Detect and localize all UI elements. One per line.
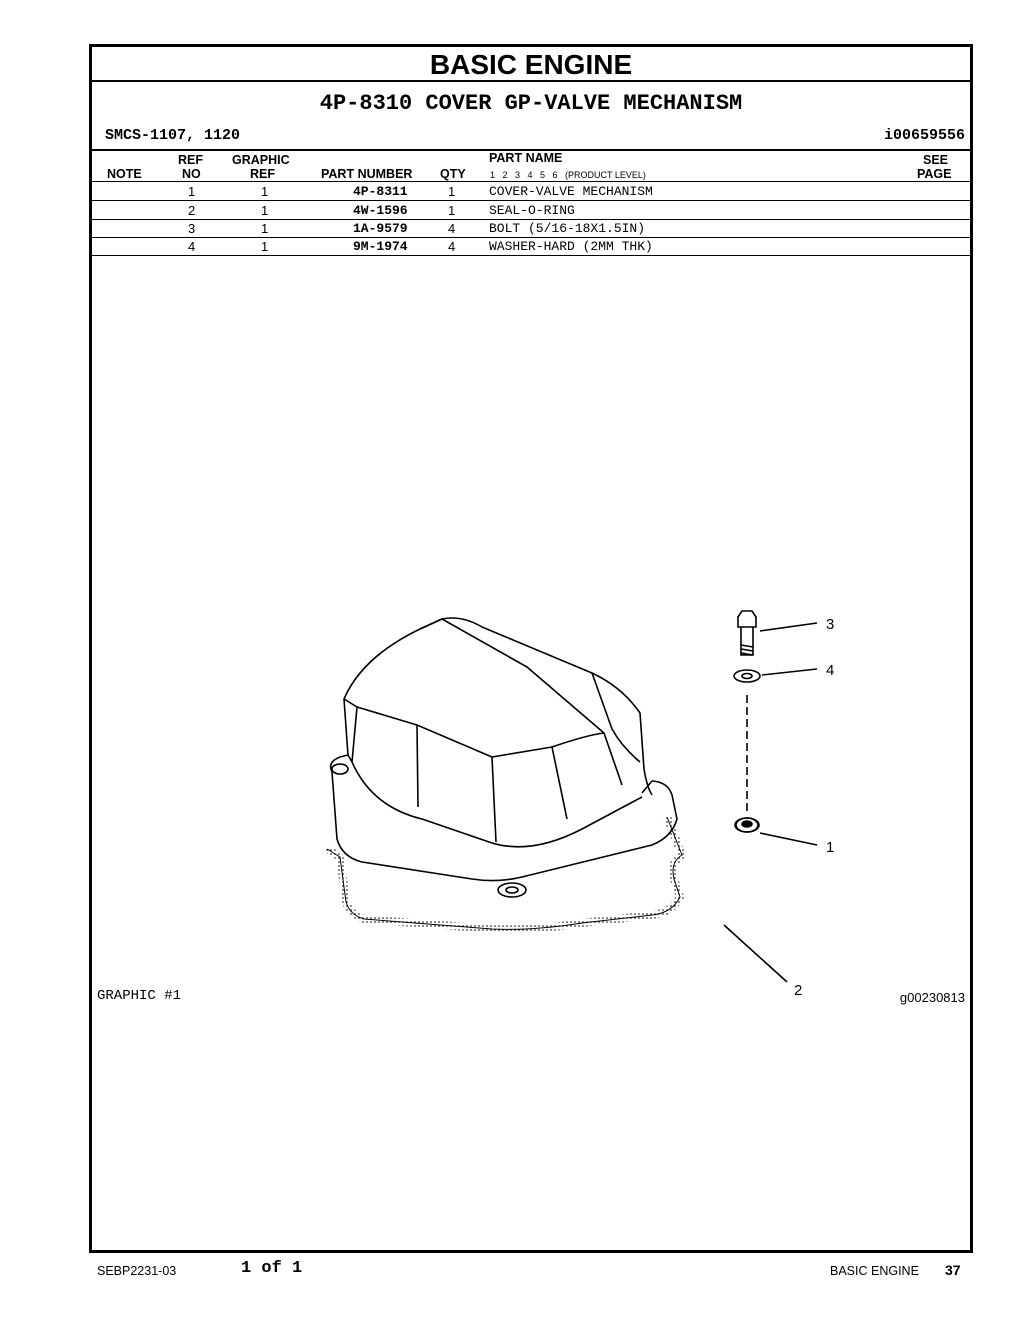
- col-product-levels: 1 2 3 4 5 6 (PRODUCT LEVEL): [490, 170, 646, 180]
- smcs-code: SMCS-1107, 1120: [105, 127, 241, 144]
- qty: 4: [448, 221, 456, 236]
- part-number: 4W-1596: [353, 203, 408, 218]
- table-row: [92, 237, 970, 256]
- part-name: BOLT (5/16-18X1.5IN): [489, 221, 646, 236]
- washer-hard: [734, 670, 760, 682]
- graphic-caption: GRAPHIC #1: [97, 988, 182, 1004]
- callout-2: 2: [794, 982, 803, 999]
- ref-no: 3: [188, 221, 196, 236]
- graphic-ref: 1: [261, 239, 269, 254]
- part-number: 1A-9579: [353, 221, 408, 236]
- bolt: [738, 611, 756, 655]
- page-title: BASIC ENGINE: [429, 49, 633, 80]
- title-divider: [92, 80, 970, 82]
- graphic-ref: 1: [261, 203, 269, 218]
- col-graphic-top: GRAPHIC: [232, 153, 290, 167]
- ref-no: 4: [188, 239, 196, 254]
- col-see-bottom: PAGE: [917, 167, 952, 181]
- col-see-top: SEE: [923, 153, 949, 167]
- col-part-name: PART NAME: [489, 151, 563, 165]
- qty: 1: [448, 203, 456, 218]
- callout-4: 4: [826, 662, 835, 679]
- table-row: [92, 182, 970, 201]
- col-ref-top: REF: [178, 153, 203, 167]
- col-qty: QTY: [440, 167, 466, 181]
- callout-1: 1: [826, 839, 835, 856]
- cover-flange: [332, 772, 677, 881]
- seal-o-ring: [327, 817, 682, 929]
- footer-section: BASIC ENGINE: [830, 1264, 919, 1278]
- doc-number: SEBP2231-03: [97, 1264, 177, 1278]
- ref-no: 2: [188, 203, 196, 218]
- part-name: SEAL-O-RING: [489, 203, 575, 218]
- part-name: WASHER-HARD (2MM THK): [489, 239, 653, 254]
- mounting-boss: [498, 883, 526, 897]
- illustration-id: i00659556: [883, 127, 965, 144]
- table-row: [92, 201, 970, 220]
- part-name: COVER-VALVE MECHANISM: [489, 184, 653, 199]
- table-row: [92, 219, 970, 238]
- page-number: 37: [945, 1262, 961, 1278]
- page-frame: [89, 44, 973, 1253]
- col-part-number: PART NUMBER: [321, 167, 413, 181]
- exploded-view-illustration: [322, 557, 882, 999]
- col-ref-bottom: NO: [182, 167, 201, 181]
- qty: 4: [448, 239, 456, 254]
- graphic-ref: 1: [261, 221, 269, 236]
- callout-3: 3: [826, 616, 835, 633]
- graphic-id: g00230813: [899, 990, 965, 1005]
- ref-no: 1: [188, 184, 196, 199]
- graphic-ref: 1: [261, 184, 269, 199]
- group-title: 4P-8310 COVER GP-VALVE MECHANISM: [319, 91, 743, 116]
- part-number: 4P-8311: [353, 184, 408, 199]
- qty: 1: [448, 184, 456, 199]
- col-graphic-bottom: REF: [250, 167, 275, 181]
- page-of: 1 of 1: [241, 1259, 303, 1278]
- cover-valve-mechanism: [344, 618, 652, 795]
- part-number: 9M-1974: [353, 239, 408, 254]
- col-note: NOTE: [107, 167, 142, 181]
